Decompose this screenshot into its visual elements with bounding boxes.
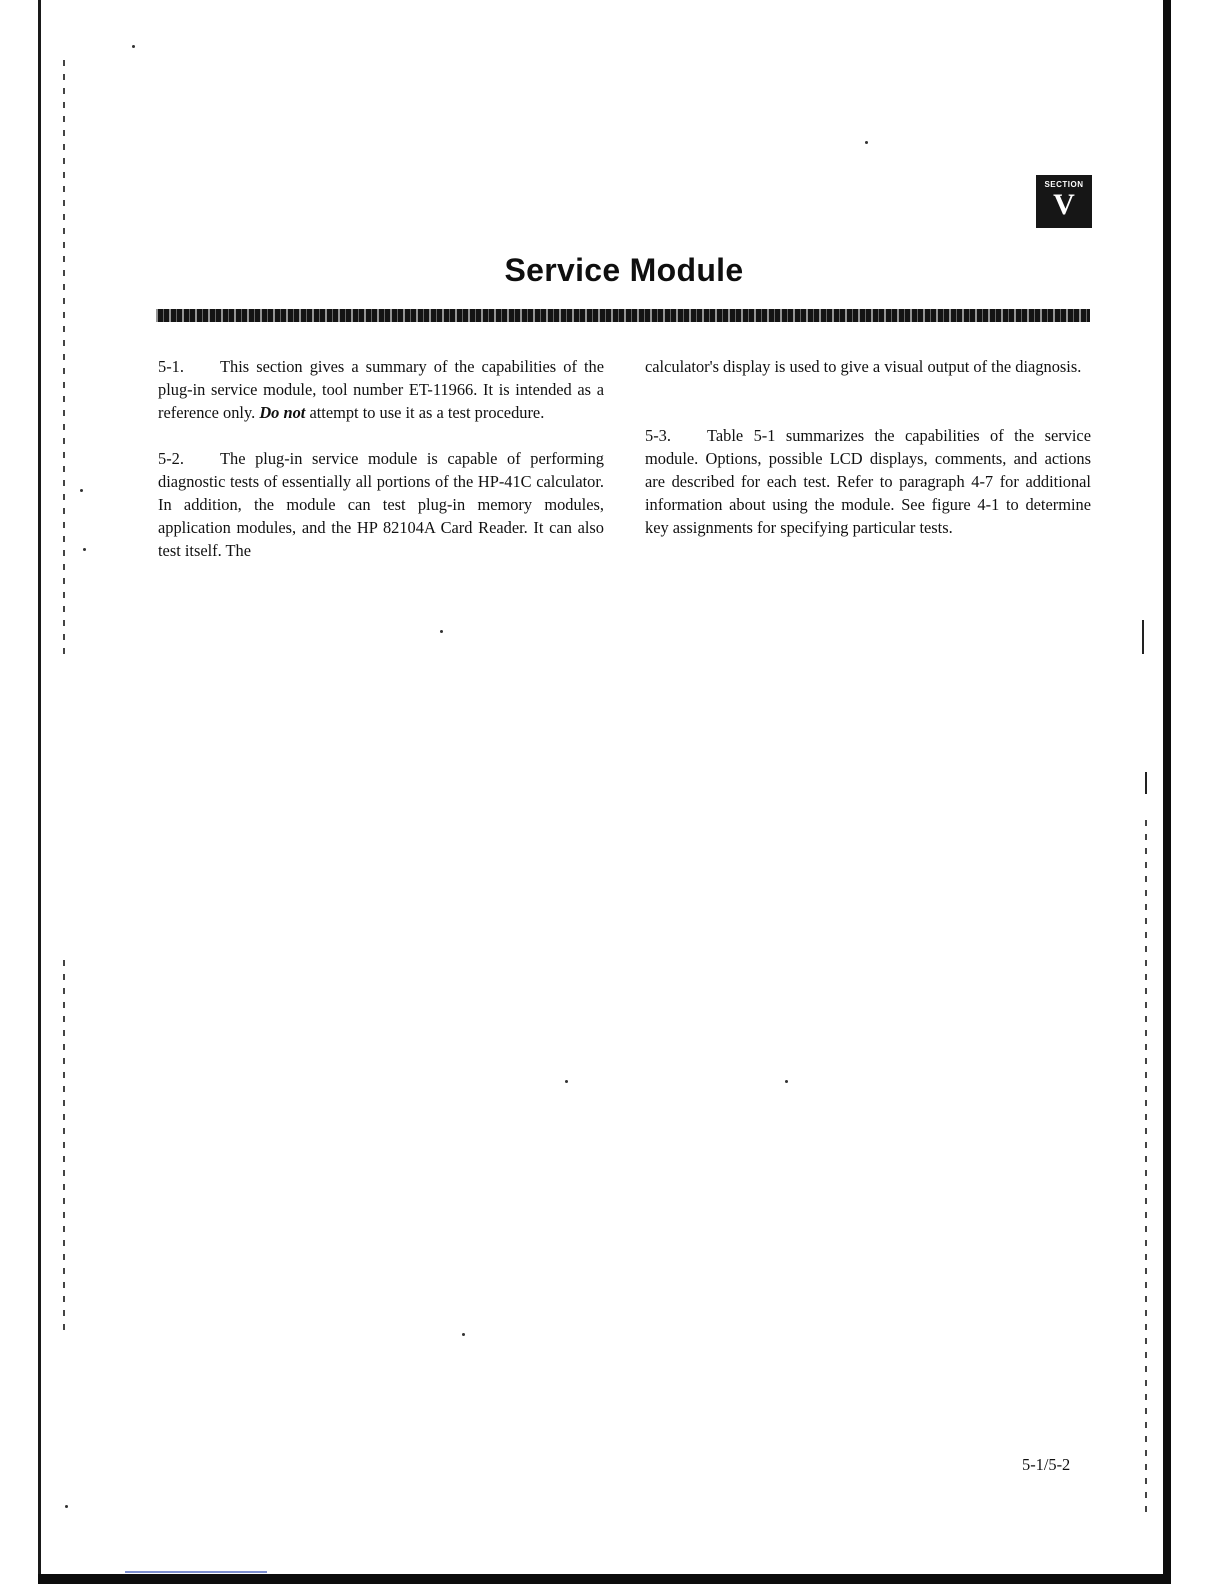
speck <box>565 1080 568 1083</box>
paragraph-text: attempt to use it as a test procedure. <box>309 403 545 422</box>
left-column <box>158 355 604 562</box>
left-margin-marks-lower <box>63 960 65 1330</box>
scan-bottom-edge <box>38 1574 1171 1584</box>
speck <box>865 141 868 144</box>
paragraph-5-3 <box>645 424 1091 539</box>
speck <box>462 1333 465 1336</box>
paragraph-text: calculator's display is used to give a visual output of the diagnosis. <box>645 357 1082 376</box>
right-margin-tick <box>1142 620 1144 654</box>
speck <box>440 630 443 633</box>
paragraph-text: This section gives a summary of the capabilities of the plug-in service module, tool number ET-11966. It is intended as a reference only. <box>158 357 604 422</box>
paragraph-number: 5-3. <box>645 426 671 445</box>
right-margin-marks <box>1145 820 1147 1520</box>
section-tab-label: SECTION <box>1044 180 1084 189</box>
right-margin-tick-2 <box>1145 772 1147 794</box>
scan-left-edge <box>38 0 41 1584</box>
speck <box>785 1080 788 1083</box>
paragraph-text: The plug-in service module is capable of performing diagnostic tests of essentially all portions of the HP-41C calculator. In addition, the module can test plug-in memory modules, application modules, and the HP 82104A Card Reader. It can also test itself. The <box>158 449 604 560</box>
paragraph-emphasis: Do not <box>259 403 306 422</box>
paragraph-5-2 <box>158 447 604 562</box>
speck <box>132 45 135 48</box>
speck <box>65 1505 68 1508</box>
paragraph-5-1 <box>158 355 604 424</box>
paragraph-text: Table 5-1 summarizes the capabilities of the service module. Options, possible LCD displays, comments, and actions are described for each test. Refer to paragraph 4-7 for additional information about using the module. See figure 4-1 to determine key assignments for specifying particular tests. <box>645 426 1091 537</box>
speck <box>83 548 86 551</box>
section-tab-numeral: V <box>1053 188 1075 221</box>
page-title: Service Module <box>504 252 744 288</box>
page-number: 5-1/5-2 <box>1022 1455 1071 1474</box>
paragraph-number: 5-2. <box>158 449 184 468</box>
speck <box>80 489 83 492</box>
paragraph-number: 5-1. <box>158 357 184 376</box>
left-margin-marks <box>63 60 65 660</box>
paragraph-5-2-continued <box>645 355 1091 378</box>
section-tab <box>1036 175 1092 228</box>
scan-bottom-blue-mark <box>125 1571 267 1573</box>
scan-right-edge <box>1163 0 1171 1584</box>
right-column <box>645 355 1091 539</box>
title-rule <box>156 309 1090 322</box>
